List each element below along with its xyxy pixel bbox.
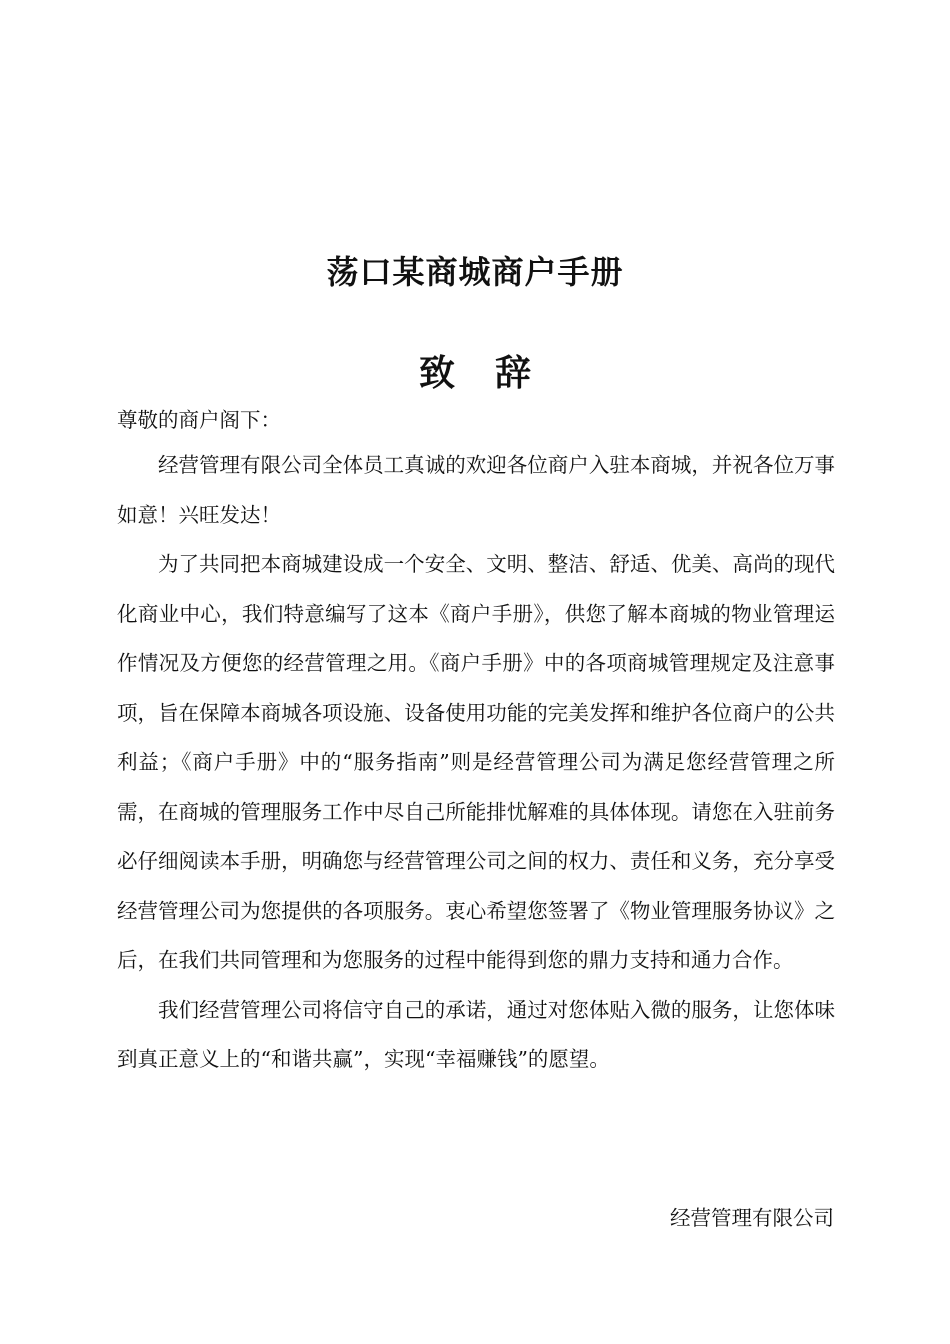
section-heading-char-2: 辞 xyxy=(495,352,532,394)
section-heading-char-1: 致 xyxy=(418,352,455,394)
paragraph-commitment: 我们经营管理公司将信守自己的承诺，通过对您体贴入微的服务，让您体味到真正意义上的“和谐共赢”，实现“幸福赚钱”的愿望。 xyxy=(117,997,835,1071)
document-title: 荡口某商城商户手册 xyxy=(326,253,624,291)
letter-body xyxy=(117,400,835,1085)
paragraph-welcome: 经营管理有限公司全体员工真诚的欢迎各位商户入驻本商城，并祝各位万事如意！兴旺发达！ xyxy=(117,453,835,527)
signature: 经营管理有限公司 xyxy=(670,1206,834,1230)
salutation: 尊敬的商户阁下： xyxy=(117,408,281,432)
section-heading xyxy=(0,348,950,398)
paragraph-purpose: 为了共同把本商城建设成一个安全、文明、整洁、舒适、优美、高尚的现代化商业中心，我们特意编写了这本《商户手册》，供您了解本商城的物业管理运作情况及方便您的经营管理之用。《商户手册》中的各项商城管理规定及注意事项，旨在保障本商城各项设施、设备使用功能的完美发挥和维护各位商户的公共利益；《商户手册》中的“服务指南”则是经营管理公司为满足您经营管理之所需，在商城的管理服务工作中尽自己所能排忧解难的具体体现。请您在入驻前务必仔细阅读本手册，明确您与经营管理公司之间的权力、责任和义务，充分享受经营管理公司为您提供的各项服务。衷心希望您签署了《物业管理服务协议》之后，在我们共同管理和为您服务的过程中能得到您的鼎力支持和通力合作。 xyxy=(117,552,835,972)
